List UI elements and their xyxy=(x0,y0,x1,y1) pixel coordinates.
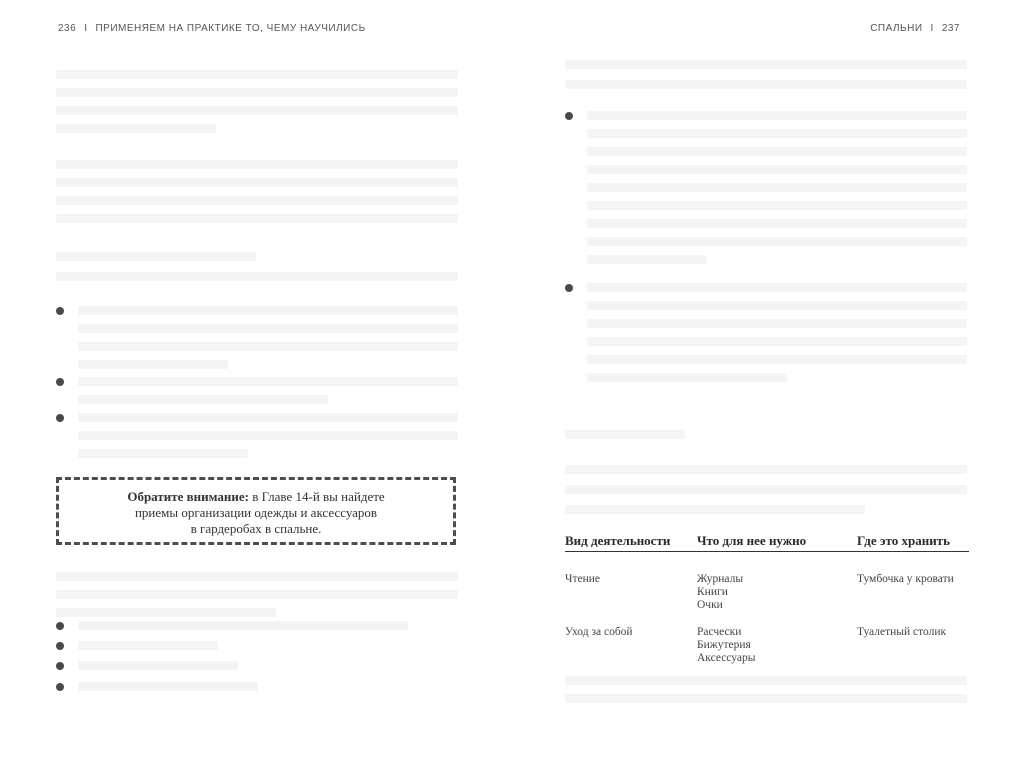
faded-text-line xyxy=(78,413,458,422)
right-page-header xyxy=(870,23,960,34)
left-page-header xyxy=(58,23,366,34)
faded-text-line xyxy=(587,111,967,120)
faded-text-line xyxy=(56,252,256,261)
header-separator: I xyxy=(930,23,934,34)
faded-text-line xyxy=(56,106,458,115)
faded-text-line xyxy=(587,255,707,264)
activity-storage-table xyxy=(565,533,969,672)
faded-text-line xyxy=(78,682,258,691)
faded-text-line xyxy=(56,88,458,97)
faded-text-line xyxy=(587,129,967,138)
faded-text-line xyxy=(565,485,967,494)
table-item: Бижутерия xyxy=(697,639,751,651)
list-bullet xyxy=(56,683,64,691)
faded-text-line xyxy=(587,301,967,310)
left-running-title: ПРИМЕНЯЕМ НА ПРАКТИКЕ ТО, ЧЕМУ НАУЧИЛИСЬ xyxy=(95,23,366,34)
right-page-number: 237 xyxy=(941,23,960,34)
table-cell-items xyxy=(697,573,743,612)
faded-text-line xyxy=(56,178,458,187)
faded-text-line xyxy=(565,80,967,89)
table-cell-place: Туалетный столик xyxy=(857,626,947,638)
notice-line-2: приемы организации одежды и аксессуаров xyxy=(134,505,378,520)
faded-text-line xyxy=(56,572,458,581)
list-bullet xyxy=(565,284,573,292)
table-row xyxy=(565,573,969,619)
faded-text-line xyxy=(78,324,458,333)
faded-text-line xyxy=(565,676,967,685)
notice-line-3: в гардеробах в спальне. xyxy=(190,521,322,536)
table-item: Журналы xyxy=(697,573,744,585)
faded-text-line xyxy=(587,183,967,192)
faded-text-line xyxy=(565,505,865,514)
faded-text-line xyxy=(587,165,967,174)
table-item: Аксессуары xyxy=(697,652,756,664)
table-item: Книги xyxy=(697,586,728,598)
table-cell-place: Тумбочка у кровати xyxy=(857,573,954,585)
faded-text-line xyxy=(78,342,458,351)
list-bullet xyxy=(56,307,64,315)
faded-text-line xyxy=(587,237,967,246)
faded-text-line xyxy=(78,449,248,458)
faded-text-line xyxy=(78,395,328,404)
faded-text-line xyxy=(565,694,967,703)
header-separator: I xyxy=(84,23,88,34)
faded-text-line xyxy=(565,430,685,439)
list-bullet xyxy=(56,662,64,670)
faded-text-line xyxy=(587,319,967,328)
faded-text-line xyxy=(565,60,967,69)
list-bullet xyxy=(56,414,64,422)
faded-text-line xyxy=(56,608,276,617)
notice-text-1: в Главе 14-й вы найдете xyxy=(248,489,385,504)
faded-text-line xyxy=(587,283,967,292)
faded-text-line xyxy=(56,272,458,281)
table-row xyxy=(565,626,969,672)
faded-text-line xyxy=(56,590,458,599)
notice-box xyxy=(56,477,456,545)
table-item: Расчески xyxy=(697,626,742,638)
table-cell-items xyxy=(697,626,755,665)
table-header-activity: Вид деятельности xyxy=(565,533,671,548)
faded-text-line xyxy=(78,360,228,369)
faded-text-line xyxy=(56,124,216,133)
list-bullet xyxy=(56,642,64,650)
table-header-storage: Где это хранить xyxy=(857,533,950,548)
faded-text-line xyxy=(56,214,458,223)
faded-text-line xyxy=(78,621,408,630)
table-item: Очки xyxy=(697,599,723,611)
faded-text-line xyxy=(56,160,458,169)
faded-text-line xyxy=(56,196,458,205)
list-bullet xyxy=(56,622,64,630)
list-bullet xyxy=(565,112,573,120)
faded-text-line xyxy=(78,431,458,440)
faded-text-line xyxy=(78,661,238,670)
notice-bold-prefix: Обратите внимание: xyxy=(127,489,249,504)
table-cell-activity: Уход за собой xyxy=(565,626,633,638)
list-bullet xyxy=(56,378,64,386)
faded-text-line xyxy=(587,373,787,382)
faded-text-line xyxy=(78,306,458,315)
table-header-needs: Что для нее нужно xyxy=(697,533,807,548)
notice-line-1 xyxy=(59,489,453,505)
faded-text-line xyxy=(587,337,967,346)
table-cell-activity: Чтение xyxy=(565,573,601,585)
faded-text-line xyxy=(78,641,218,650)
faded-text-line xyxy=(587,147,967,156)
faded-text-line xyxy=(587,201,967,210)
left-page-number: 236 xyxy=(58,23,77,34)
faded-text-line xyxy=(587,355,967,364)
right-running-title: СПАЛЬНИ xyxy=(870,23,923,34)
faded-text-line xyxy=(78,377,458,386)
faded-text-line xyxy=(565,465,967,474)
table-header-row xyxy=(565,533,969,552)
faded-text-line xyxy=(56,70,458,79)
faded-text-line xyxy=(587,219,967,228)
